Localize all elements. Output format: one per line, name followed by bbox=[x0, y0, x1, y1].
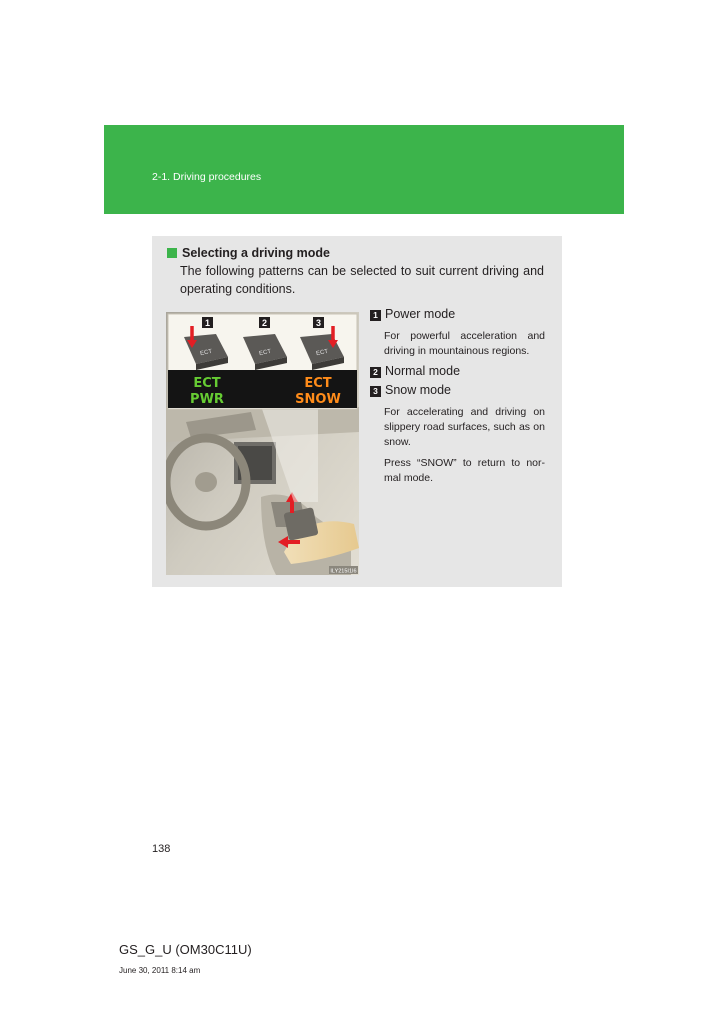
callout-3: 3 bbox=[315, 318, 322, 328]
section-label: 2-1. Driving procedures bbox=[152, 171, 262, 183]
document-date: June 30, 2011 8:14 am bbox=[119, 966, 201, 975]
callout-1: 1 bbox=[204, 318, 211, 328]
section-heading bbox=[167, 246, 330, 260]
legend-item-snow bbox=[370, 382, 545, 399]
display-ect-pwr-line1: ECT bbox=[193, 376, 221, 391]
legend-desc-snow: For accelerating and driving on slippery road surfaces, such as on snow. bbox=[384, 406, 545, 448]
svg-text:ECT: ECT bbox=[199, 348, 213, 358]
display-ect-snow-line1: ECT bbox=[304, 376, 332, 391]
svg-text:ECT: ECT bbox=[315, 348, 329, 358]
intro-paragraph: The following patterns can be selected to suit current driving and operating conditions. bbox=[180, 264, 544, 296]
figure-code: ILY215I1I6 bbox=[330, 568, 357, 575]
number-1-icon: 1 bbox=[370, 310, 381, 321]
number-3-icon: 3 bbox=[370, 386, 381, 397]
section-title: Selecting a driving mode bbox=[182, 246, 330, 260]
legend-label-normal: Normal mode bbox=[385, 364, 461, 378]
figure-illustration bbox=[166, 312, 359, 575]
page-number: 138 bbox=[152, 843, 171, 855]
green-square-icon bbox=[167, 248, 177, 258]
display-ect-snow-line2: SNOW bbox=[295, 392, 341, 407]
driving-mode-figure bbox=[166, 312, 359, 575]
legend-desc-power: For powerful acceleration and driving in mountainous regions. bbox=[384, 330, 545, 357]
callout-2: 2 bbox=[261, 318, 268, 328]
mode-legend bbox=[370, 306, 545, 490]
display-ect-pwr-line2: PWR bbox=[190, 392, 224, 407]
legend-note: Press “SNOW” to return to nor-mal mode. bbox=[384, 457, 545, 484]
legend-item-normal bbox=[370, 363, 545, 380]
legend-label-power: Power mode bbox=[385, 307, 456, 321]
legend-label-snow: Snow mode bbox=[385, 383, 452, 397]
document-code: GS_G_U (OM30C11U) bbox=[119, 942, 252, 957]
legend-item-power bbox=[370, 306, 545, 323]
svg-text:ECT: ECT bbox=[258, 348, 272, 358]
number-2-icon: 2 bbox=[370, 367, 381, 378]
header-band bbox=[104, 125, 624, 214]
